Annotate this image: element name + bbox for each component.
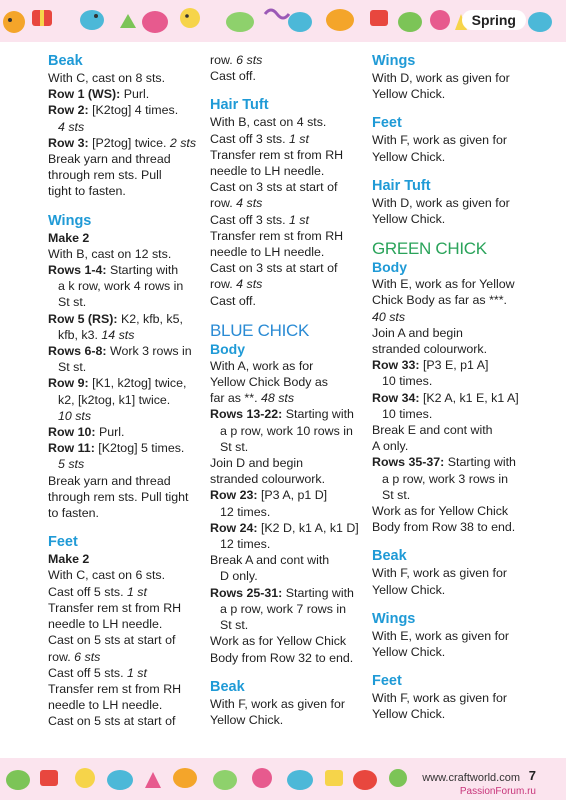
- text-line: Transfer rem st from RH: [210, 147, 344, 162]
- text-line: Yellow Chick.: [372, 707, 446, 722]
- stitch-count-text: 6 sts: [236, 53, 263, 67]
- row-label: Rows 1-4:: [48, 263, 107, 278]
- instruction-row: [210, 131, 362, 147]
- text-line: a k row, work 4 rows in: [58, 279, 184, 294]
- text-line: Transfer rem st from RH: [210, 228, 344, 243]
- instruction-row: [48, 584, 200, 600]
- row-label: Rows 6-8:: [48, 344, 107, 359]
- row-text: [P3 E, p1 A]: [419, 358, 489, 373]
- text-line: St st.: [220, 439, 249, 454]
- text-line: stranded colourwork.: [210, 472, 326, 487]
- heading-beak: Beak: [48, 53, 83, 69]
- text-line: k2, [k2tog, k1] twice.: [58, 392, 171, 407]
- row-text: kfb, k3.: [58, 327, 102, 342]
- text-line: Transfer rem st from RH: [48, 600, 182, 615]
- row-label: Row 2:: [48, 103, 89, 118]
- text-line: through rem sts. Pull tight: [48, 489, 189, 504]
- heading-beak: Beak: [372, 548, 407, 565]
- section-title-blue-chick: BLUE CHICK: [210, 320, 310, 340]
- text-line: With D, work as given for: [372, 71, 510, 85]
- row-label: Row 10:: [48, 425, 96, 440]
- text-line: St st.: [382, 487, 411, 502]
- text-line: Yellow Chick.: [372, 582, 446, 597]
- instruction-row: [48, 424, 200, 440]
- text-line: Join D and begin: [210, 456, 303, 471]
- instruction-row: [48, 262, 200, 278]
- text-line: Cast off.: [210, 69, 256, 84]
- text-line: St st.: [58, 360, 87, 375]
- text-line: Yellow Chick Body as: [210, 375, 329, 390]
- stitch-count: [48, 408, 200, 424]
- heading-wings: Wings: [372, 53, 416, 69]
- instruction-row: [48, 665, 200, 681]
- text-line: a p row, work 7 rows in: [220, 601, 347, 616]
- row-label: Rows 25-31:: [210, 585, 283, 600]
- text-line: Cast on 3 sts at start of: [210, 180, 338, 195]
- text-line: a p row, work 3 rows in: [382, 471, 509, 486]
- row-label: Rows 13-22:: [210, 407, 283, 422]
- instruction-row: [48, 102, 200, 118]
- text-line: Work as for Yellow Chick: [210, 634, 347, 649]
- row-text: K2, kfb, k5,: [117, 311, 183, 326]
- instruction-row: [48, 375, 200, 391]
- column-1: [48, 50, 200, 730]
- stitch-count-text: 1 st: [288, 212, 309, 227]
- row-text: [K2tog] 4 times.: [88, 103, 179, 118]
- heading-wings: Wings: [372, 610, 416, 627]
- text-line: 10 times.: [382, 406, 433, 421]
- text-line: Yellow Chick.: [210, 712, 284, 727]
- text-line: With C, cast on 8 sts.: [48, 71, 166, 85]
- text-line: Body from Row 38 to end.: [372, 520, 516, 535]
- row-text: [K2 D, k1 A, k1 D]: [257, 520, 359, 535]
- stitch-count-text: 6 sts: [74, 649, 101, 664]
- text-line: Cast on 5 sts at start of: [48, 714, 176, 729]
- row-text: Purl.: [120, 87, 150, 102]
- text-line: With D, work as given for: [372, 195, 510, 210]
- section-tag: Spring: [462, 10, 526, 30]
- row-label: Rows 35-37:: [372, 455, 445, 470]
- text-line: 12 times.: [220, 537, 271, 552]
- instruction-row: [210, 390, 362, 406]
- text-line: D only.: [220, 569, 258, 584]
- text-line: needle to LH needle.: [210, 245, 325, 260]
- row-label: Row 9:: [48, 376, 89, 391]
- instruction-row: [372, 357, 537, 373]
- row-label: Row 24:: [210, 520, 258, 535]
- row-text: Cast off 3 sts.: [210, 212, 289, 227]
- row-text: Purl.: [95, 425, 125, 440]
- row-text: [K2tog] 5 times.: [94, 441, 185, 456]
- row-label: Row 5 (RS):: [48, 311, 118, 326]
- heading-body: Body: [210, 340, 245, 357]
- instruction-row: [210, 487, 362, 503]
- text-line: A only.: [372, 439, 409, 454]
- column-2: [210, 50, 362, 728]
- text-line: to fasten.: [48, 506, 99, 521]
- text-line: Break E and cont with: [372, 423, 493, 438]
- text-line: a p row, work 10 rows in: [220, 423, 353, 438]
- row-text: [P3 A, p1 D]: [257, 488, 328, 503]
- text-line: Join A and begin: [372, 325, 463, 340]
- row-text: row.: [210, 53, 237, 67]
- text-line: With F, work as given for: [372, 691, 507, 706]
- heading-hair-tuft: Hair Tuft: [372, 177, 431, 194]
- text-line: Break A and cont with: [210, 553, 330, 568]
- text-line: Yellow Chick.: [372, 149, 446, 164]
- text-line: With E, work as for Yellow: [372, 277, 515, 292]
- instruction-row: [210, 406, 362, 422]
- instruction-row: [372, 390, 537, 406]
- instruction-row: [210, 520, 362, 536]
- text-line: With F, work as given for: [372, 133, 507, 148]
- text-line: With A, work as for: [210, 358, 314, 373]
- text-line: needle to LH needle.: [210, 164, 325, 179]
- heading-hair-tuft: Hair Tuft: [210, 97, 269, 114]
- text-line: stranded colourwork.: [372, 342, 488, 357]
- text-line: Chick Body as far as ***.: [372, 293, 507, 308]
- heading-body: Body: [372, 259, 407, 276]
- text-line: Work as for Yellow Chick: [372, 504, 509, 519]
- stitch-count-text: 5 sts: [58, 457, 85, 472]
- stitch-count-text: 1 st: [126, 584, 147, 599]
- row-label: Row 1 (WS):: [48, 87, 121, 102]
- text-line: St st.: [58, 295, 87, 310]
- row-text: Starting with: [282, 585, 354, 600]
- text-line: Cast off.: [210, 293, 256, 308]
- row-label: Row 3:: [48, 135, 89, 150]
- text-line: With B, cast on 12 sts.: [48, 246, 172, 261]
- watermark-text: PassionForum.ru: [459, 786, 536, 797]
- text-line: Break yarn and thread: [48, 152, 171, 167]
- row-text: [K2 A, k1 E, k1 A]: [419, 390, 519, 405]
- stitch-count: [48, 456, 200, 472]
- instruction-row: [48, 649, 200, 665]
- text-line: With F, work as given for: [372, 566, 507, 581]
- instruction-row: [210, 52, 362, 68]
- text-line: tight to fasten.: [48, 184, 126, 199]
- heading-feet: Feet: [372, 115, 402, 132]
- instruction-row: [372, 454, 537, 470]
- instruction-row: [210, 212, 362, 228]
- text-line: 12 times.: [220, 504, 271, 519]
- instruction-row: [48, 311, 200, 327]
- make-count: Make 2: [48, 552, 90, 567]
- column-3: [372, 50, 537, 723]
- stitch-count-text: 4 sts: [236, 277, 263, 292]
- text-line: With C, cast on 6 sts.: [48, 568, 166, 583]
- row-text: row.: [210, 196, 237, 211]
- row-text: Cast off 3 sts.: [210, 131, 289, 146]
- make-count: Make 2: [48, 230, 90, 245]
- stitch-count-text: 4 sts: [236, 196, 263, 211]
- stitch-count-text: 14 sts: [101, 327, 135, 342]
- row-text: far as **.: [210, 391, 261, 406]
- text-line: With E, work as given for: [372, 628, 510, 643]
- text-line: Yellow Chick.: [372, 212, 446, 227]
- text-line: needle to LH needle.: [48, 617, 163, 632]
- heading-wings: Wings: [48, 212, 92, 229]
- text-line: With F, work as given for: [210, 696, 345, 711]
- stitch-count-text: 40 sts: [372, 309, 406, 324]
- text-line: through rem sts. Pull: [48, 168, 162, 183]
- stitch-count-text: 10 sts: [58, 408, 92, 423]
- row-text: Work 3 rows in: [106, 344, 192, 359]
- section-title-green-chick: GREEN CHICK: [372, 239, 487, 259]
- row-text: row.: [48, 649, 75, 664]
- instruction-row: [210, 276, 362, 292]
- row-label: Row 11:: [48, 441, 95, 456]
- stitch-count: [48, 119, 200, 135]
- row-label: Row 33:: [372, 358, 420, 373]
- stitch-count-text: 48 sts: [260, 391, 295, 406]
- instruction-row: [48, 440, 200, 456]
- text-line: Yellow Chick.: [372, 645, 446, 660]
- row-label: Row 34:: [372, 390, 420, 405]
- text-line: Cast on 3 sts at start of: [210, 261, 338, 276]
- instruction-row: [210, 195, 362, 211]
- text-line: needle to LH needle.: [48, 698, 163, 713]
- instruction-row: [48, 135, 200, 151]
- heading-beak: Beak: [210, 678, 245, 695]
- top-decorative-border: [0, 0, 566, 42]
- stitch-count-text: 4 sts: [58, 119, 85, 134]
- text-line: St st.: [220, 618, 249, 633]
- instruction-row: [48, 86, 200, 102]
- instruction-row: [210, 585, 362, 601]
- stitch-count-text: 2 sts: [169, 135, 197, 150]
- instruction-row: [48, 343, 200, 359]
- row-text: [K1, k2tog] twice,: [88, 376, 187, 391]
- row-text: Starting with: [444, 455, 516, 470]
- text-line: Transfer rem st from RH: [48, 681, 182, 696]
- row-text: Starting with: [282, 407, 354, 422]
- row-text: Cast off 5 sts.: [48, 584, 127, 599]
- row-label: Row 23:: [210, 488, 258, 503]
- stitch-count-text: 1 st: [288, 131, 309, 146]
- row-text: Cast off 5 sts.: [48, 665, 127, 680]
- text-line: With B, cast on 4 sts.: [210, 115, 327, 130]
- text-line: Break yarn and thread: [48, 473, 171, 488]
- instruction-row: [48, 327, 200, 343]
- row-text: row.: [210, 277, 237, 292]
- row-text: [P2tog] twice.: [88, 135, 170, 150]
- page-number: 7: [528, 768, 536, 783]
- row-text: Starting with: [106, 263, 179, 278]
- text-line: Yellow Chick.: [372, 87, 446, 102]
- stitch-count: [372, 309, 537, 325]
- stitch-count-text: 1 st: [126, 665, 147, 680]
- text-line: 10 times.: [382, 374, 433, 389]
- heading-feet: Feet: [372, 673, 402, 690]
- text-line: Cast on 5 sts at start of: [48, 633, 176, 648]
- footer-url: www.craftworld.com: [422, 772, 520, 784]
- heading-feet: Feet: [48, 534, 78, 551]
- text-line: Body from Row 32 to end.: [210, 650, 354, 665]
